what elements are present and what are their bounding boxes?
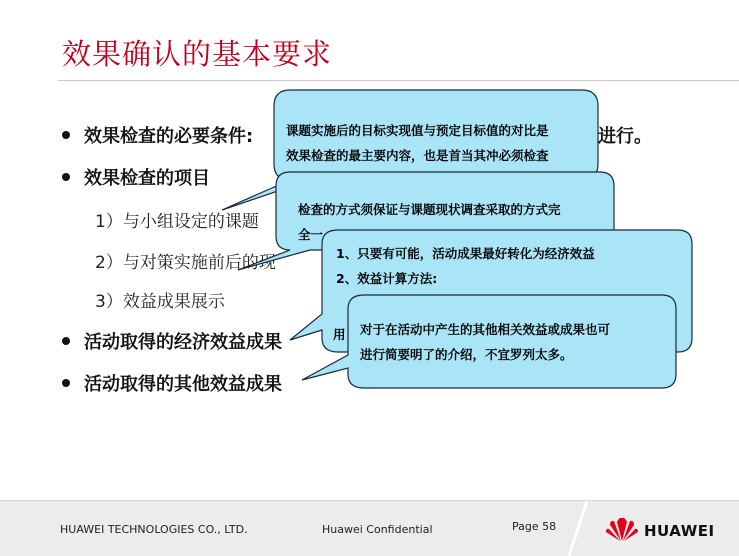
callout-3-peek-text: 用 <box>333 327 346 342</box>
subitem-2: 2）与对策实施前后的现 <box>95 253 276 273</box>
callout-3-line-2: 2、效益计算方法: <box>336 271 438 286</box>
footer-company: HUAWEI TECHNOLOGIES CO., LTD. <box>60 523 248 536</box>
callout-2-line-1: 检查的方式须保证与课题现状调查采取的方式完 <box>298 202 561 217</box>
callout-4-text <box>360 317 610 367</box>
callout-4-line-1: 对于在活动中产生的其他相关效益或成果也可 <box>360 322 611 337</box>
callout-2-text <box>298 197 561 247</box>
callout-2-line-2: 全一 <box>298 227 324 242</box>
bullet-2-text: 效果检查的项目 <box>84 168 210 189</box>
subitem-1: 1）与小组设定的课题 <box>95 212 259 232</box>
footer-confidential: Huawei Confidential <box>322 523 433 536</box>
callout-4-line-2: 进行简要明了的介绍，不宜罗列太多。 <box>360 347 573 362</box>
footer-brand: HUAWEI <box>644 522 715 540</box>
callout-1-text <box>286 118 549 168</box>
bullet-3-text: 活动取得的经济效益成果 <box>84 332 282 353</box>
footer <box>0 500 739 556</box>
callout-3-line-1: 1、只要有可能，活动成果最好转化为经济效益 <box>336 246 595 261</box>
bullet-1-suffix: 进行。 <box>598 126 652 147</box>
footer-divider-slash <box>563 501 593 556</box>
subitem-3: 3）效益成果展示 <box>95 292 225 312</box>
bullet-1-text: 效果检查的必要条件: <box>84 126 254 147</box>
footer-page-number: Page 58 <box>512 520 557 533</box>
callout-3-text <box>336 241 595 291</box>
callout-1-line-2: 效果检查的最主要内容，也是首当其冲必须检查 <box>286 148 549 163</box>
callout-1-line-1: 课题实施后的目标实现值与预定目标值的对比是 <box>286 123 549 138</box>
huawei-logo-icon <box>605 516 639 542</box>
page-title: 效果确认的基本要求 <box>62 37 333 71</box>
bullet-4-text: 活动取得的其他效益成果 <box>84 374 282 395</box>
